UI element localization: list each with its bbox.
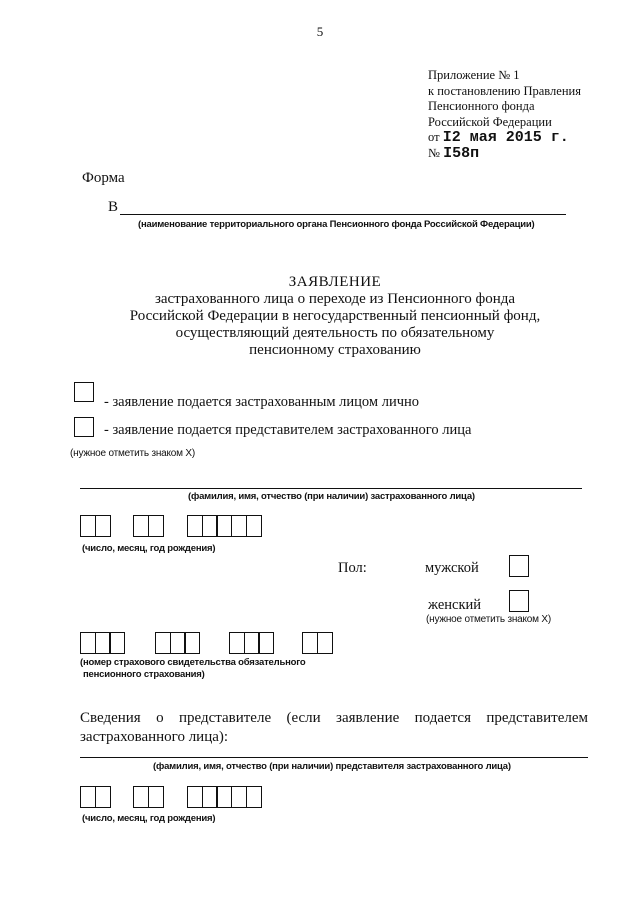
digit-cell[interactable]: [246, 786, 262, 808]
title-heading: ЗАЯВЛЕНИЕ: [288, 274, 382, 290]
person-dob-year[interactable]: [187, 515, 261, 537]
person-dob-month[interactable]: [133, 515, 162, 537]
digit-cell[interactable]: [317, 632, 333, 654]
representative-intro: Сведения о представителе (если заявление подается представителем застрахованного лица):: [80, 710, 588, 745]
gender-male-label: мужской: [425, 560, 479, 576]
digit-cell[interactable]: [184, 632, 200, 654]
options-hint: (нужное отметить знаком Х): [70, 448, 196, 459]
digit-cell[interactable]: [95, 632, 111, 654]
personal-checkbox[interactable]: [74, 382, 94, 402]
form-label: Форма: [82, 170, 125, 186]
page-number: 5: [316, 24, 324, 39]
digit-cell[interactable]: [170, 632, 186, 654]
title-line-4: пенсионному страхованию: [249, 342, 421, 358]
digit-cell[interactable]: [80, 515, 96, 537]
digit-cell[interactable]: [133, 786, 149, 808]
digit-cell[interactable]: [302, 632, 318, 654]
representative-option-label: - заявление подается представителем застрахованного лица: [104, 422, 472, 438]
digit-cell[interactable]: [187, 515, 203, 537]
person-dob-caption: (число, месяц, год рождения): [82, 543, 216, 554]
snils-caption-line-1: (номер страхового свидетельства обязательного: [80, 657, 306, 668]
digit-cell[interactable]: [202, 515, 218, 537]
appendix-date: [428, 130, 581, 146]
representative-name-field[interactable]: [80, 757, 588, 758]
title-line-1: застрахованного лица о переходе из Пенсионного фонда: [154, 291, 516, 307]
digit-cell[interactable]: [148, 515, 164, 537]
digit-cell[interactable]: [216, 515, 232, 537]
snils-group-3[interactable]: [229, 632, 273, 654]
person-name-field[interactable]: [80, 488, 582, 489]
digit-cell[interactable]: [95, 515, 111, 537]
digit-cell[interactable]: [95, 786, 111, 808]
appendix-line-1: Приложение № 1: [428, 68, 520, 82]
snils-group-1[interactable]: [80, 632, 124, 654]
gender-female-checkbox[interactable]: [509, 590, 529, 612]
appendix-number: [428, 146, 581, 162]
digit-cell[interactable]: [80, 632, 96, 654]
gender-female-label: женский: [428, 597, 482, 613]
representative-name-caption: (фамилия, имя, отчество (при наличии) представителя застрахованного лица): [153, 761, 511, 772]
digit-cell[interactable]: [244, 632, 260, 654]
title-line-2: Российской Федерации в негосударственный пенсионный фонд,: [129, 308, 541, 324]
digit-cell[interactable]: [231, 786, 247, 808]
gender-male-checkbox[interactable]: [509, 555, 529, 577]
digit-cell[interactable]: [216, 786, 232, 808]
snils-caption-line-2: пенсионного страхования): [83, 669, 205, 680]
digit-cell[interactable]: [80, 786, 96, 808]
appendix-line-2: к постановлению Правления: [428, 83, 581, 98]
document-title: [80, 274, 590, 359]
snils-group-2[interactable]: [155, 632, 199, 654]
to-letter: В: [108, 199, 119, 215]
snils-caption: [80, 657, 306, 681]
territorial-body-field[interactable]: [120, 214, 566, 215]
representative-dob-year[interactable]: [187, 786, 261, 808]
digit-cell[interactable]: [202, 786, 218, 808]
digit-cell[interactable]: [229, 632, 245, 654]
digit-cell[interactable]: [258, 632, 274, 654]
appendix-date-value: I2 мая 2015 г.: [442, 129, 569, 146]
personal-option-label: - заявление подается застрахованным лицом лично: [104, 394, 420, 410]
appendix-line-3: Пенсионного фонда: [428, 99, 535, 113]
representative-dob-month[interactable]: [133, 786, 162, 808]
appendix-block: [428, 68, 581, 161]
digit-cell[interactable]: [155, 632, 171, 654]
representative-dob-caption: (число, месяц, год рождения): [82, 813, 216, 824]
representative-checkbox[interactable]: [74, 417, 94, 437]
person-dob-day[interactable]: [80, 515, 109, 537]
gender-label: Пол:: [338, 560, 367, 576]
snils-group-4[interactable]: [302, 632, 331, 654]
appendix-number-prefix: №: [428, 145, 440, 160]
digit-cell[interactable]: [133, 515, 149, 537]
digit-cell[interactable]: [148, 786, 164, 808]
territorial-body-caption: (наименование территориального органа Пенсионного фонда Российской Федерации): [138, 219, 535, 230]
digit-cell[interactable]: [246, 515, 262, 537]
appendix-line-4: Российской Федерации: [428, 114, 552, 129]
digit-cell[interactable]: [187, 786, 203, 808]
title-line-3: осуществляющий деятельность по обязательному: [175, 325, 495, 341]
gender-hint: (нужное отметить знаком Х): [426, 614, 552, 625]
digit-cell[interactable]: [231, 515, 247, 537]
appendix-number-value: I58п: [443, 144, 480, 162]
appendix-date-prefix: от: [428, 130, 440, 144]
representative-dob-day[interactable]: [80, 786, 109, 808]
person-name-caption: (фамилия, имя, отчество (при наличии) застрахованного лица): [188, 491, 475, 502]
digit-cell[interactable]: [109, 632, 125, 654]
